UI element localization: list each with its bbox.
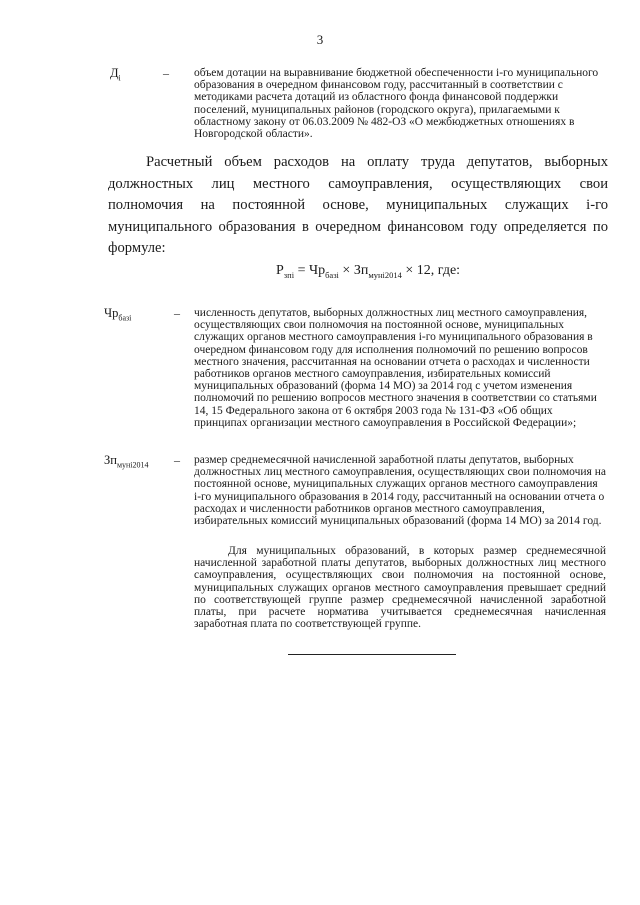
definition-text-d-i: объем дотации на выравнивание бюджетной обеспеченности i-го муниципального образования в очередном финансовом году, рассчитанный в соответствии с методиками расчета дотаций из областного фонда финансовой поддержки поселений, муниципальных районов (городского округа), прилагаемыми к областному закону от 06.03.2009 № 482-ОЗ «О межбюджетных отношениях в Новгородской области». — [194, 67, 599, 141]
definition-dash: – — [174, 306, 180, 320]
symbol-subscript: i — [118, 73, 121, 83]
main-paragraph: Расчетный объем расходов на оплату труда депутатов, выборных должностных лиц местного самоуправления, осуществляющих свои полномочия на постоянной основе, муниципальных служащих i-го муниципального образования в очередном финансовом году определяется по формуле: — [108, 154, 608, 256]
symbol-chr-baz — [104, 306, 131, 323]
formula-term1-sub: базi — [325, 269, 339, 280]
definition-text-chr-baz: численность депутатов, выборных должностных лиц местного самоуправления, осуществляющих свои полномочия на постоянной основе, муниципальных служащих органов местного самоуправления i-го муниципального образования в очередном финансовом году для исполнения полномочий по решению вопросов местного значения, рассчитанная на основании отчета о расходах и численности работников органов местного самоуправления, избирательных комиссий муниципальных образований (форма 14 МО) за 2014 год с учетом изменения полномочий по решению вопросов местного значения в соответствии со статьями 14, 15 Федерального закона от 6 октября 2003 года № 131-ФЗ «Об общих принципах организации местного самоуправления в Российской Федерации»; — [194, 307, 597, 429]
formula-term2-sub: мунi2014 — [368, 269, 402, 280]
definition-text-zp-mun: размер среднемесячной начисленной заработной платы депутатов, выборных должностных лиц местного самоуправления, осуществляющих свои полномочия на постоянной основе, муниципальных служащих органов местного самоуправления i-го муниципального образования в 2014 году, рассчитанный на основании отчета о расходах и численности работников органов местного самоуправления, избирательных комиссий муниципальных образований (форма 14 МО) за 2014 год. — [194, 454, 606, 528]
symbol-d-i — [110, 66, 121, 83]
formula-lhs: Р — [276, 263, 284, 278]
definition-dash: – — [174, 453, 180, 467]
page-number: 3 — [316, 32, 324, 47]
note-paragraph: Для муниципальных образований, в которых размер среднемесячной начисленной заработной платы депутатов, выборных должностных лиц местного самоуправления, осуществляющих свои полномочия на постоянной основе, муниципальных служащих органов местного самоуправления превышает средний по соответствующей группе размер среднемесячной начисленной заработной платы, при расчете норматива учитывается среднемесячная начисленная заработная плата по соответствующей группе. — [194, 545, 606, 631]
formula-term1: Чр — [308, 263, 326, 278]
symbol-base: Чр — [104, 306, 119, 320]
formula — [276, 263, 460, 280]
symbol-base: Зп — [104, 453, 117, 467]
symbol-subscript: базi — [118, 313, 132, 323]
formula-tail: × 12, где: — [401, 263, 461, 278]
formula-equals: = — [294, 263, 309, 278]
symbol-base: Д — [110, 66, 119, 80]
formula-lhs-sub: зпi — [283, 269, 295, 280]
definition-dash: – — [163, 66, 169, 80]
symbol-zp-mun — [104, 453, 149, 470]
formula-times: × — [338, 263, 354, 278]
symbol-subscript: муні2014 — [116, 460, 149, 470]
formula-term2: Зп — [353, 263, 369, 278]
closing-rule — [288, 654, 456, 655]
